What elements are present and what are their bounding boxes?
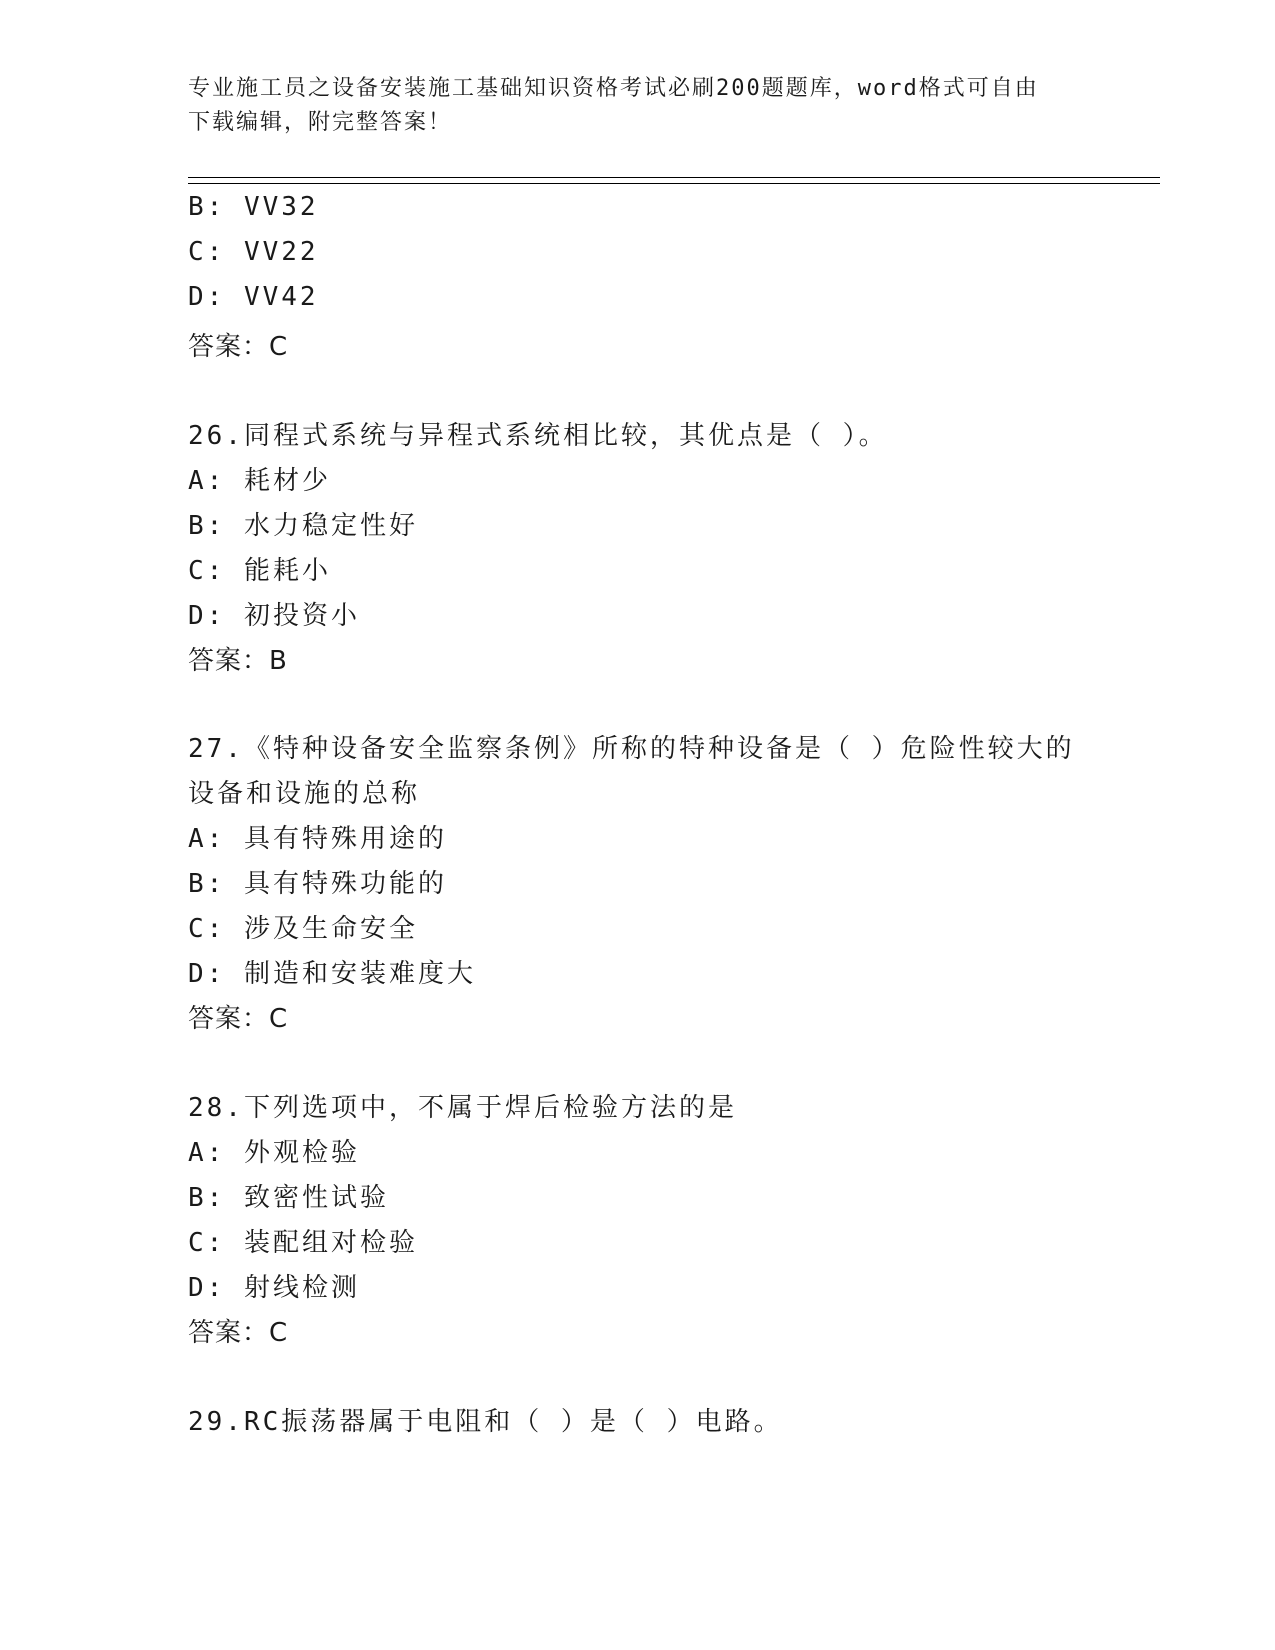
- q27-option-b: B: 具有特殊功能的: [188, 869, 447, 899]
- header-divider-bottom: [188, 183, 1160, 184]
- prev-answer: 答案：C: [188, 332, 289, 362]
- q28-option-d: D: 射线检测: [188, 1273, 360, 1303]
- q28-stem: 28.下列选项中，不属于焊后检验方法的是: [188, 1093, 737, 1123]
- prev-option-c: C: VV22: [188, 237, 319, 267]
- document-header: [188, 72, 1088, 140]
- q26-answer: 答案：B: [188, 646, 288, 676]
- prev-option-b: B: VV32: [188, 192, 319, 222]
- q27-option-c: C: 涉及生命安全: [188, 914, 418, 944]
- q28-answer: 答案：C: [188, 1318, 289, 1348]
- q27-answer: 答案：C: [188, 1004, 289, 1034]
- q28-option-c: C: 装配组对检验: [188, 1228, 418, 1258]
- q28-option-a: A: 外观检验: [188, 1138, 360, 1168]
- q26-option-c: C: 能耗小: [188, 556, 331, 586]
- q27-stem-line-1: 27.《特种设备安全监察条例》所称的特种设备是（ ）危险性较大的: [188, 734, 1075, 764]
- q26-option-b: B: 水力稳定性好: [188, 511, 418, 541]
- q27-stem-line-2: 设备和设施的总称: [188, 779, 421, 809]
- q26-option-a: A: 耗材少: [188, 466, 331, 496]
- q27-option-d: D: 制造和安装难度大: [188, 959, 476, 989]
- header-line-2: 下载编辑，附完整答案！: [188, 110, 453, 135]
- header-line-1: 专业施工员之设备安装施工基础知识资格考试必刷200题题库，word格式可自由: [188, 76, 1039, 101]
- header-divider-top: [188, 177, 1160, 178]
- q27-option-a: A: 具有特殊用途的: [188, 824, 447, 854]
- q28-option-b: B: 致密性试验: [188, 1183, 389, 1213]
- q26-option-d: D: 初投资小: [188, 601, 360, 631]
- q29-stem: 29.RC振荡器属于电阻和（ ）是（ ）电路。: [188, 1407, 783, 1437]
- prev-option-d: D: VV42: [188, 282, 319, 312]
- q26-stem: 26.同程式系统与异程式系统相比较，其优点是（ ）。: [188, 421, 888, 451]
